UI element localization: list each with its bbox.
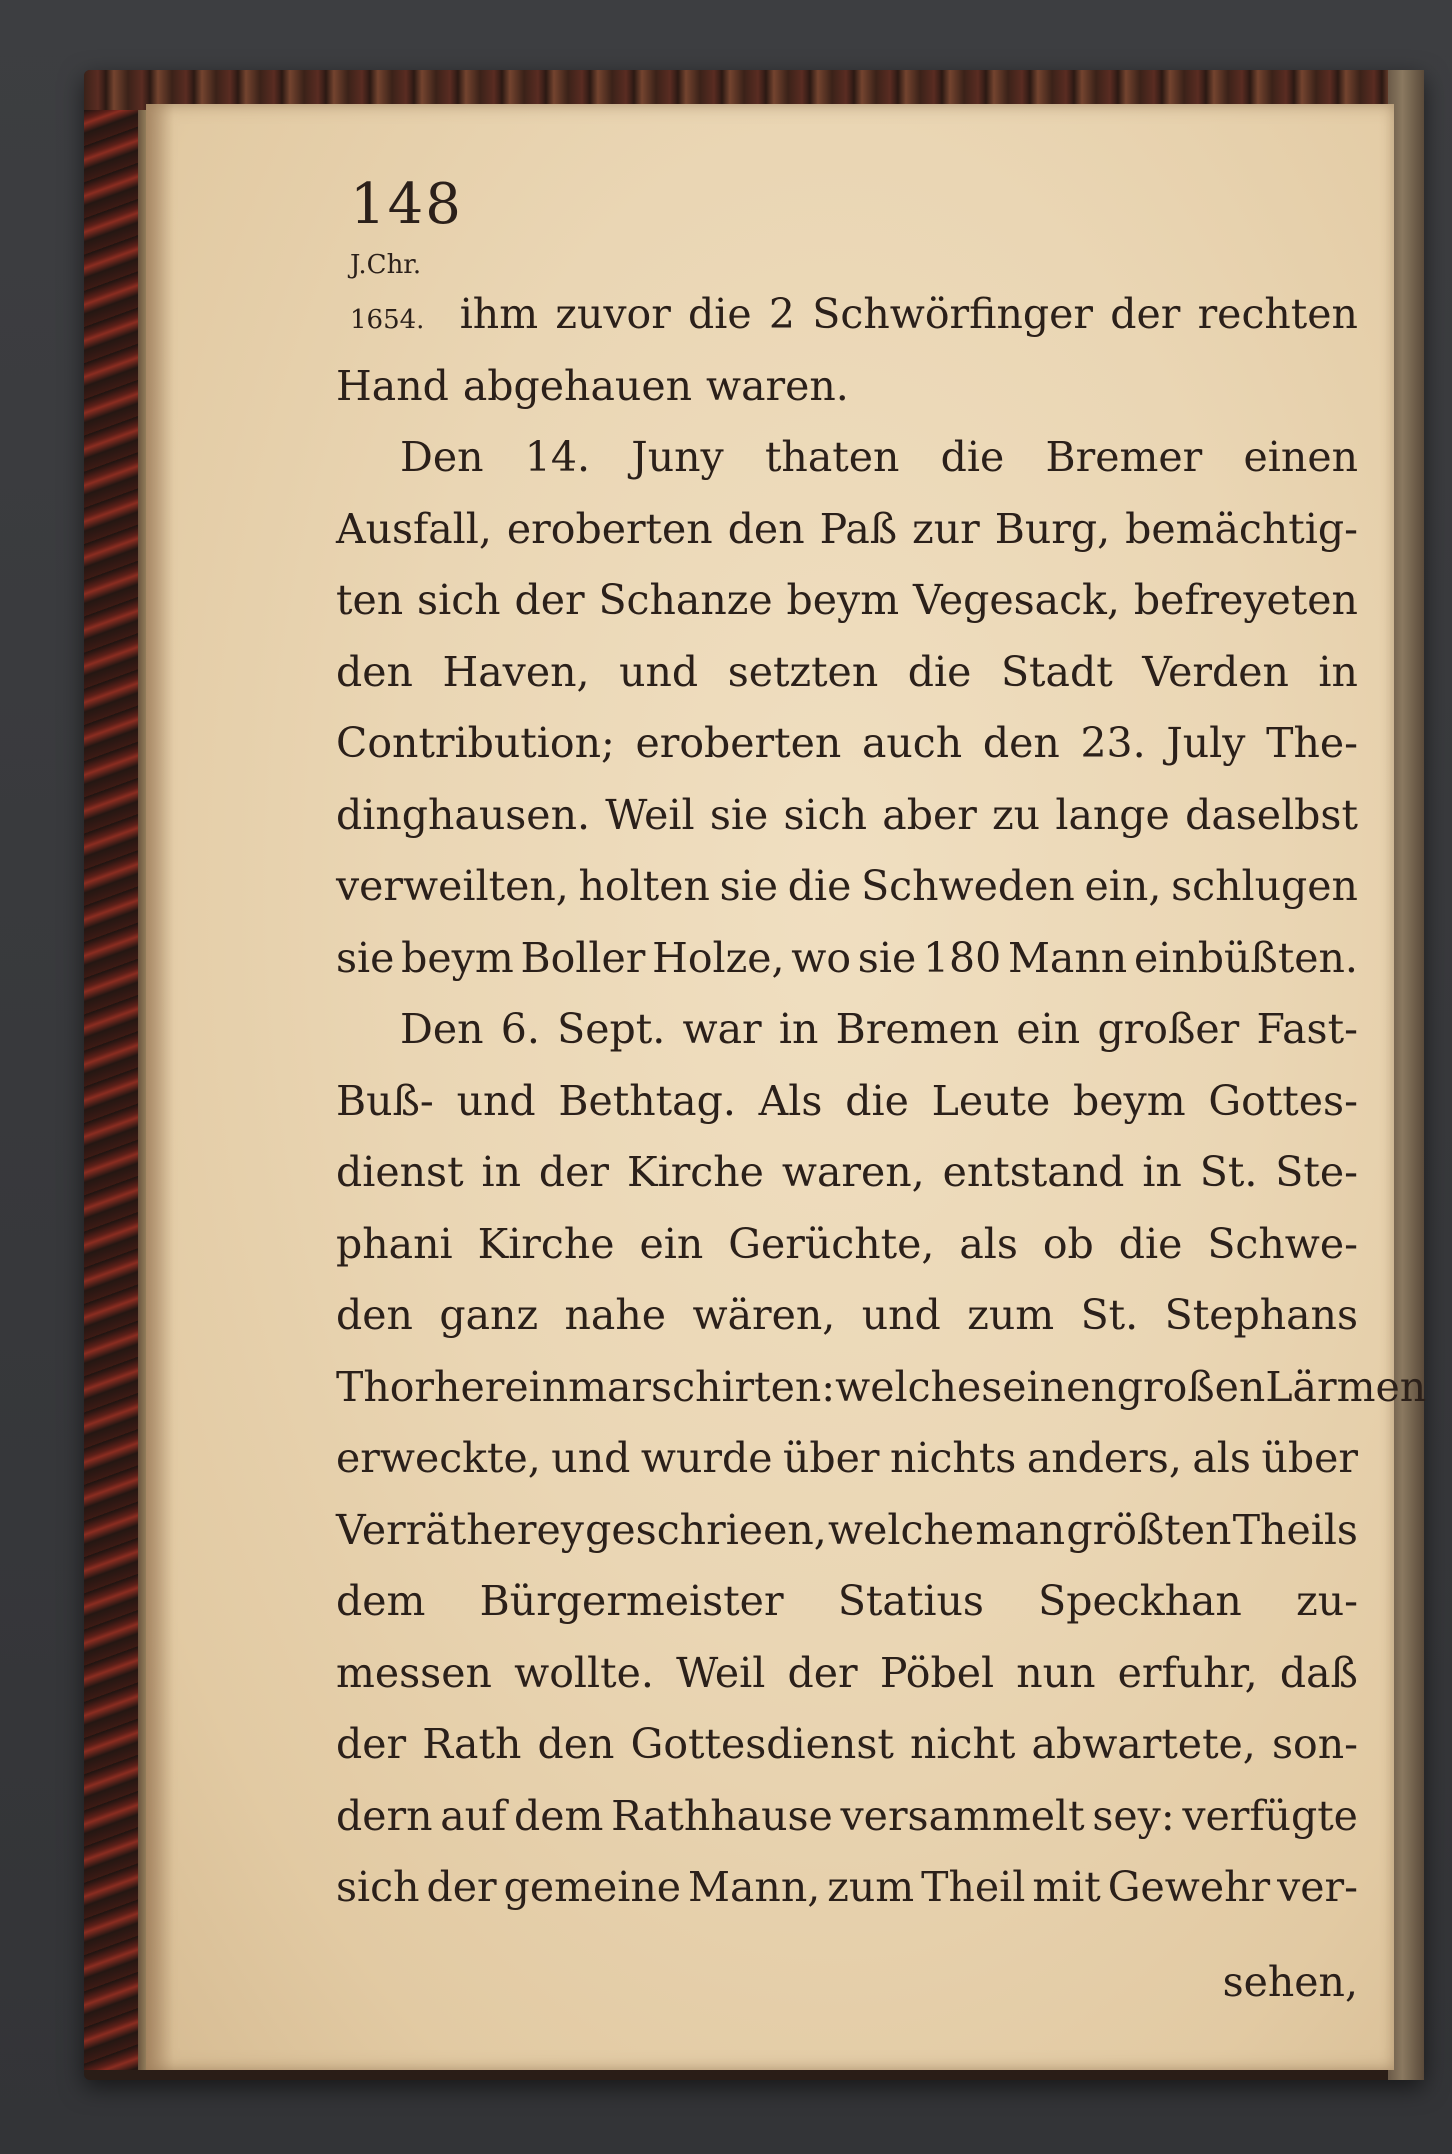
- word: die: [1118, 1219, 1183, 1268]
- word: der: [1110, 290, 1181, 338]
- word: schlugen: [1171, 862, 1358, 910]
- word: und: [861, 1291, 941, 1339]
- word: der: [514, 576, 585, 624]
- word: Burg,: [994, 504, 1111, 553]
- word: St.: [1080, 1291, 1139, 1339]
- word: in: [481, 1148, 521, 1196]
- word: in: [778, 1005, 819, 1053]
- word: July: [1166, 719, 1246, 767]
- word: phani: [336, 1219, 453, 1268]
- word: verweilten,: [336, 862, 569, 910]
- word: sie: [857, 933, 917, 982]
- word: Holze,: [652, 933, 785, 982]
- text-line: [336, 791, 1358, 839]
- text-line: [336, 1649, 1358, 1697]
- word: Weil: [676, 1648, 766, 1697]
- word: großer: [1097, 1005, 1240, 1053]
- word: auch: [861, 719, 963, 767]
- text-line: [336, 719, 1358, 767]
- word: in: [1142, 1148, 1182, 1196]
- word: ein: [1016, 1005, 1081, 1053]
- word: größten: [1066, 1505, 1232, 1554]
- word: versammelt: [840, 1791, 1085, 1840]
- word: Gottesdienst: [630, 1720, 894, 1768]
- word: son-: [1271, 1720, 1358, 1768]
- word: Stephans: [1164, 1291, 1358, 1339]
- word: Kirche: [626, 1148, 764, 1196]
- text-line: [336, 648, 1358, 696]
- word: und: [551, 1434, 631, 1482]
- word: gemeine: [503, 1863, 682, 1911]
- marbled-endpaper: [84, 110, 144, 2070]
- word: entstand: [942, 1148, 1125, 1196]
- word: als: [1192, 1434, 1251, 1482]
- word: verfügte: [1182, 1791, 1358, 1840]
- word: abgehauen: [462, 361, 692, 410]
- word: Schwörfinger: [812, 290, 1093, 338]
- word: man: [975, 1505, 1066, 1554]
- word: Leute: [931, 1076, 1051, 1125]
- word: die: [845, 1076, 909, 1125]
- word: herein: [434, 1362, 569, 1411]
- catchword-text: sehen,: [1222, 1958, 1358, 2006]
- text-line: [336, 362, 1358, 410]
- word: Hand: [336, 361, 449, 410]
- text-line: [336, 1291, 1358, 1339]
- word: der: [787, 1648, 858, 1697]
- word: bemächtig-: [1125, 504, 1358, 553]
- word: die: [688, 290, 752, 338]
- word: der: [336, 1720, 407, 1768]
- word: war: [682, 1005, 762, 1053]
- word: sich: [336, 1863, 420, 1911]
- word: Vegesack,: [912, 576, 1120, 624]
- text-line: [336, 862, 1358, 910]
- word: den: [982, 719, 1060, 767]
- page-number: 148: [350, 172, 463, 237]
- word: einen: [1243, 433, 1358, 481]
- word: auf: [440, 1791, 507, 1840]
- word: die: [907, 647, 972, 696]
- word: dienst: [336, 1148, 464, 1196]
- word: Fast-: [1256, 1005, 1358, 1053]
- word: und: [619, 647, 699, 696]
- word: sich: [783, 790, 868, 839]
- word: Thor: [336, 1362, 435, 1411]
- word: den: [336, 1291, 413, 1339]
- word: Den: [400, 1005, 484, 1053]
- word: der: [426, 1863, 497, 1911]
- catchword: [336, 1958, 1358, 2006]
- word: Theils: [1232, 1505, 1358, 1554]
- word: zum: [827, 1863, 915, 1911]
- word: wollte.: [514, 1648, 654, 1697]
- word: die: [940, 433, 1005, 481]
- word: Gewehr: [1107, 1863, 1271, 1911]
- word: Mann: [1007, 933, 1128, 982]
- word: marschirten:: [568, 1362, 836, 1411]
- text-line: [400, 433, 1358, 481]
- word: sie: [719, 862, 779, 910]
- word: Sept.: [557, 1005, 666, 1053]
- word: St.: [1199, 1148, 1258, 1196]
- word: ganz: [439, 1291, 539, 1339]
- word: Ausfall,: [336, 504, 492, 553]
- text-line: [336, 1362, 1427, 1411]
- page-gutter-shadow: [146, 104, 174, 2070]
- word: Boller: [520, 933, 646, 982]
- word: ihm: [459, 290, 539, 338]
- text-line: [336, 1148, 1358, 1196]
- word: Kirche: [477, 1219, 615, 1268]
- word: Contribution;: [336, 719, 615, 767]
- word: zuvor: [555, 290, 671, 338]
- word: ob: [1042, 1219, 1094, 1268]
- word: den: [537, 1720, 615, 1768]
- word: den: [727, 504, 805, 553]
- word: zu-: [1296, 1577, 1358, 1625]
- word: thaten: [764, 433, 900, 481]
- word: welches: [835, 1362, 1003, 1411]
- word: über: [1261, 1434, 1358, 1482]
- word: holten: [578, 862, 710, 910]
- word: Lärmen: [1265, 1362, 1427, 1411]
- word: Paß: [819, 504, 898, 553]
- word: nichts: [889, 1434, 1017, 1482]
- word: als: [959, 1219, 1018, 1268]
- word: sie: [709, 790, 769, 839]
- word: ein: [639, 1219, 704, 1268]
- word: zur: [912, 504, 980, 553]
- word: Juny: [631, 433, 724, 481]
- word: Theil: [921, 1863, 1026, 1911]
- word: wo: [791, 933, 852, 982]
- word: welche: [828, 1505, 975, 1554]
- word: wären,: [692, 1291, 836, 1339]
- word: Statius: [837, 1577, 984, 1625]
- word: Bethtag.: [558, 1076, 736, 1125]
- word: dern: [336, 1791, 433, 1840]
- word: daß: [1279, 1648, 1358, 1697]
- word: befreyeten: [1133, 576, 1358, 624]
- text-line: [336, 1792, 1358, 1840]
- word: 2: [768, 290, 796, 338]
- word: großen: [1116, 1362, 1266, 1411]
- word: in: [1318, 647, 1358, 696]
- word: Bremen: [835, 1005, 1000, 1053]
- word: The-: [1266, 719, 1358, 767]
- word: Mann,: [687, 1863, 821, 1911]
- word: abwartete,: [1031, 1720, 1256, 1768]
- word: Schanze: [598, 576, 773, 624]
- word: Speckhan: [1038, 1577, 1242, 1625]
- word: 23.: [1080, 719, 1146, 767]
- word: und: [456, 1076, 536, 1125]
- word: Den: [400, 433, 484, 481]
- word: beym: [401, 933, 514, 982]
- word: über: [782, 1434, 880, 1482]
- word: zu: [992, 790, 1041, 839]
- word: aber: [882, 790, 977, 839]
- word: zum: [967, 1291, 1055, 1339]
- text-line: [336, 1434, 1358, 1482]
- word: eroberten: [635, 719, 842, 767]
- text-line: [400, 1005, 1358, 1053]
- word: Verden: [1142, 647, 1289, 696]
- word: Stadt: [1000, 647, 1113, 696]
- word: Rathhause: [611, 1791, 833, 1840]
- word: die: [787, 862, 852, 910]
- word: mit: [1032, 1863, 1101, 1911]
- word: einen: [1002, 1362, 1117, 1411]
- text-line: [336, 1863, 1358, 1911]
- word: beym: [786, 576, 900, 624]
- word: den: [336, 647, 413, 696]
- word: rechten: [1197, 290, 1358, 338]
- text-line: [336, 1220, 1358, 1268]
- word: waren,: [781, 1148, 925, 1196]
- word: 14.: [524, 433, 591, 481]
- text-line: [336, 1077, 1358, 1125]
- word: sey:: [1092, 1791, 1175, 1840]
- word: messen: [336, 1648, 492, 1697]
- text-line: [336, 505, 1358, 553]
- word: Bürgermeister: [479, 1577, 784, 1625]
- text-line: [336, 1720, 1358, 1768]
- word: nahe: [564, 1291, 667, 1339]
- word: dem: [513, 1791, 604, 1840]
- word: ein,: [1084, 862, 1162, 910]
- word: dem: [336, 1577, 426, 1625]
- text-line: [336, 576, 1358, 624]
- word: ver-: [1277, 1863, 1358, 1911]
- word: daselbst: [1185, 790, 1358, 839]
- word: 6.: [500, 1005, 540, 1053]
- word: Rath: [422, 1720, 522, 1768]
- word: Gerüchte,: [728, 1219, 935, 1268]
- word: Verrätherey: [336, 1505, 584, 1554]
- word: nun: [1016, 1648, 1096, 1697]
- word: Weil: [605, 790, 695, 839]
- word: der: [538, 1148, 610, 1196]
- word: sie: [336, 933, 395, 982]
- word: dinghausen.: [336, 790, 591, 839]
- text-line: [336, 1577, 1358, 1625]
- text-line: [336, 1506, 1358, 1554]
- word: Bremer: [1045, 433, 1203, 481]
- word: waren.: [705, 361, 849, 410]
- word: setzten: [727, 647, 879, 696]
- margin-note: [350, 248, 421, 282]
- text-line: [336, 934, 1358, 982]
- word: Haven,: [442, 647, 590, 696]
- word: anders,: [1026, 1434, 1182, 1482]
- word: einbüßten.: [1133, 933, 1358, 982]
- word: geschrieen,: [585, 1505, 827, 1554]
- word: ten: [336, 576, 404, 624]
- word: sich: [417, 576, 501, 624]
- word: Gottes-: [1208, 1076, 1358, 1125]
- word: nicht: [909, 1720, 1016, 1768]
- word: 180: [922, 933, 1002, 982]
- word: beym: [1073, 1076, 1186, 1125]
- word: Als: [758, 1076, 823, 1125]
- word: Schwe-: [1207, 1219, 1358, 1268]
- margin-note-year: 1654.: [350, 305, 425, 335]
- margin-note-era: J.Chr.: [350, 250, 422, 280]
- word: Ste-: [1275, 1148, 1358, 1196]
- word: erfuhr,: [1117, 1648, 1258, 1697]
- text-line: [350, 290, 1358, 338]
- word: wurde: [640, 1434, 773, 1482]
- word: Schweden: [861, 862, 1075, 910]
- word: erweckte,: [336, 1434, 541, 1482]
- word: eroberten: [506, 504, 713, 553]
- word: Pöbel: [879, 1648, 995, 1697]
- word: Buß-: [336, 1076, 434, 1125]
- word: lange: [1055, 790, 1170, 839]
